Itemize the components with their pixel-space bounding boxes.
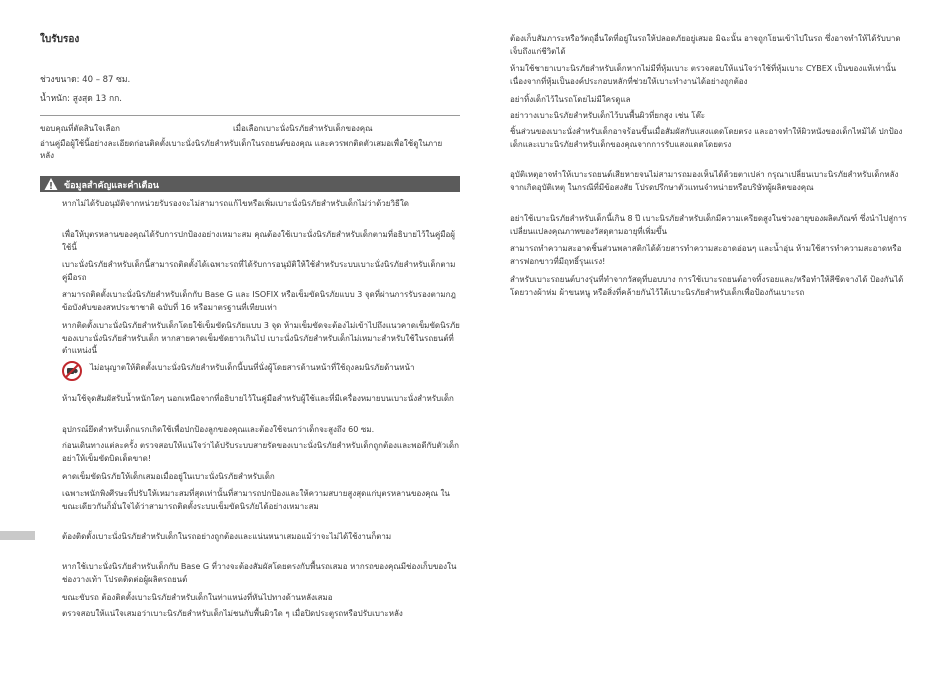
divider	[40, 115, 460, 116]
airbag-warning-text: ไม่อนุญาตให้ติดตั้งเบาะนั่งนิรภัยสำหรับเด็กนี้บนที่นั่งผู้โดยสารด้านหน้าที่ใช้ถุงลมนิรภัยด้านหน้า	[90, 363, 415, 372]
certification-title: ใบรับรอง	[40, 34, 80, 45]
warning-item: อย่าใช้เบาะนิรภัยสำหรับเด็กนี้เกิน 8 ปี เบาะนิรภัยสำหรับเด็กมีความเครียดสูงในช่วงอายุของผลิตภัณฑ์ ซึ่งนำไปสู่การเปลี่ยนแปลงคุณภาพของวัสดุตามอายุที่เพิ่มขึ้น	[510, 214, 907, 236]
warning-item: สำหรับเบาะรถยนต์บางรุ่นที่ทำจากวัสดุที่บอบบาง การใช้เบาะรถยนต์อาจทิ้งรอยและ/หรือทำให้สีซีดจางได้ ป้องกันได้โดยวางผ้าห่ม ผ้าขนหนู หรือสิ่งที่คล้ายกันไว้ใต้เบาะนิรภัยสำหรับเด็กเพื่อป้องกันเบาะรถ	[510, 275, 904, 297]
warning-item: ก่อนเดินทางแต่ละครั้ง ตรวจสอบให้แน่ใจว่าได้ปรับระบบสายรัดของเบาะนั่งนิรภัยสำหรับเด็กถูกต้องและพอดีกับตัวเด็ก อย่าให้เข็มขัดบิดเด็ดขาด!	[62, 441, 459, 463]
read-manual-text: อ่านคู่มือผู้ใช้นี้อย่างละเอียดก่อนติดตั้งเบาะนั่งนิรภัยสำหรับเด็กในรถยนต์ของคุณ และควรพกติดตัวเสมอเพื่อใช้ดูในภายหลัง	[40, 139, 443, 160]
warning-item: ตรวจสอบให้แน่ใจเสมอว่าเบาะนิรภัยสำหรับเด็กไม่ชนกับพื้นผิวใด ๆ เมื่อปิดประตูรถหรือปรับเบาะหลัง	[62, 609, 403, 618]
warning-item: เฉพาะพนักพิงศีรษะที่ปรับให้เหมาะสมที่สุดเท่านั้นที่สามารถปกป้องและให้ความสบายสูงสุดแก่บุตรหลานของคุณ ในขณะเดียวกันก็มั่นใจได้ว่าสามารถติดตั้งระบบเข็มขัดนิรภัยได้อย่างเหมาะสม	[62, 489, 450, 511]
warning-item: ต้องเก็บสัมภาระหรือวัตถุอื่นใดที่อยู่ในรถให้ปลอดภัยอยู่เสมอ มิฉะนั้น อาจถูกโยนเข้าไปในรถ ซึ่งอาจทำให้ได้รับบาดเจ็บถึงแก่ชีวิตได้	[510, 34, 901, 56]
warning-item: สามารถติดตั้งเบาะนั่งนิรภัยสำหรับเด็กกับ Base G และ ISOFIX หรือเข็มขัดนิรภัยแบบ 3 จุดที่ผ่านการรับรองตามกฎข้อบังคับของสหประชาชาติ ฉบับที่ 16 หรือมาตรฐานที่เทียบเท่า	[62, 290, 456, 312]
warning-item: หากติดตั้งเบาะนั่งนิรภัยสำหรับเด็กโดยใช้เข็มขัดนิรภัยแบบ 3 จุด ห้ามเข็มขัดจะต้องไม่เข้าไปถึงแนวคาดเข็มขัดนิรภัยของเบาะนั่งนิรภัยสำหรับเด็ก หากสายคาดเข็มขัดยาวเกินไป เบาะนั่งนิรภัยสำหรับเด็กไม่เหมาะสำหรับใช้ในรถยนต์ที่ตำแหน่งนี้	[62, 321, 460, 355]
side-tab	[0, 531, 35, 540]
warning-item: ขณะขับรถ ต้องติดตั้งเบาะนิรภัยสำหรับเด็กในท่าแหน่งที่หันไปทางด้านหลังเสมอ	[62, 593, 333, 602]
thanks-line	[40, 122, 460, 135]
no-airbag-icon	[62, 361, 82, 381]
warning-item: เบาะนั่งนิรภัยสำหรับเด็กนี้สามารถติดตั้งได้เฉพาะรถที่ได้รับการอนุมัติให้ใช้สำหรับระบบเบาะนั่งนิรภัยสำหรับเด็กตามคู่มือรถ	[62, 260, 456, 282]
warning-item: หากไม่ได้รับอนุมัติจากหน่วยรับรองจะไม่สามารถแก้ไขหรือเพิ่มเบาะนั่งนิรภัยสำหรับเด็กไม่ว่าด้วยวิธีใด	[62, 199, 409, 208]
thanks-text-b: เมื่อเลือกเบาะนั่งนิรภัยสำหรับเด็กของคุณ	[233, 124, 373, 133]
warning-header	[40, 176, 460, 192]
warning-item: อย่าวางเบาะนิรภัยสำหรับเด็กไว้บนพื้นผิวที่ยกสูง เช่น โต๊ะ	[510, 111, 706, 120]
warning-item: เพื่อให้บุตรหลานของคุณได้รับการปกป้องอย่างเหมาะสม คุณต้องใช้เบาะนั่งนิรภัยสำหรับเด็กตามที่อธิบายไว้ในคู่มือผู้ใช้นี้	[62, 230, 455, 252]
warning-item: อุปกรณ์ยึดสำหรับเด็กแรกเกิดใช้เพื่อปกป้องลูกของคุณและต้องใช้จนกว่าเด็กจะสูงถึง 60 ซม.	[62, 425, 375, 434]
warning-item: ชิ้นส่วนของเบาะนั่งสำหรับเด็กอาจร้อนขึ้นเมื่อสัมผัสกับแสงแดดโดยตรง และอาจทำให้ผิวหนังของเด็กไหม้ได้ ปกป้องเด็กและเบาะนิรภัยสำหรับเด็กของคุณจากการรับแสงแดดโดยตรง	[510, 127, 903, 149]
warning-item: คาดเข็มขัดนิรภัยให้เด็กเสมอเมื่ออยู่ในเบาะนั่งนิรภัยสำหรับเด็ก	[62, 472, 275, 481]
thanks-text-a: ขอบคุณที่ตัดสินใจเลือก	[40, 124, 121, 133]
warning-item: หากใช้เบาะนั่งนิรภัยสำหรับเด็กกับ Base G ที่วางจะต้องสัมผัสโดยตรงกับพื้นรถเสมอ หากรถของคุณมีช่องเก็บของในช่องวางเท้า โปรดติดต่อผู้ผลิตรถยนต์	[62, 562, 457, 584]
warning-triangle-icon	[44, 177, 58, 191]
warning-item: อย่าทิ้งเด็กไว้ในรถโดยไม่มีใครดูแล	[510, 95, 631, 104]
warning-item: ห้ามใช้ชายาเบาะนิรภัยสำหรับเด็กหากไม่มีที่หุ้มเบาะ ตรวจสอบให้แน่ใจว่าใช้ที่หุ้มเบาะ CYBEX เป็นของแท้เท่านั้น เนื่องจากที่หุ้มเป็นองค์ประกอบหลักที่ช่วยให้เบาะทำงานได้อย่างถูกต้อง	[510, 64, 897, 86]
warning-item: สามารถทำความสะอาดชิ้นส่วนพลาสติกได้ด้วยสารทำความสะอาดอ่อนๆ และน้ำอุ่น ห้ามใช้สารทำความสะอาดหรือสารฟอกขาวที่มีฤทธิ์รุนแรง!	[510, 244, 902, 266]
warning-item: ต้องติดตั้งเบาะนั่งนิรภัยสำหรับเด็กในรถอย่างถูกต้องและแน่นหนาเสมอแม้ว่าจะไม่ได้ใช้งานก็ตาม	[62, 532, 392, 541]
warning-title: ข้อมูลสำคัญและคำเตือน	[64, 181, 159, 191]
warning-item: อุบัติเหตุอาจทำให้เบาะรถยนต์เสียหายจนไม่สามารถมองเห็นได้ด้วยตาเปล่า กรุณาเปลี่ยนเบาะนิรภัยสำหรับเด็กหลังจากเกิดอุบัติเหตุ ในกรณีที่มีข้อสงสัย โปรดปรึกษาตัวแทนจำหน่ายหรือบริษัทผู้ผลิตของคุณ	[510, 170, 899, 192]
spec-size: ช่วงขนาด: 40 – 87 ซม.	[40, 75, 131, 85]
warning-item: ห้ามใช้จุดสัมผัสรับน้ำหนักใดๆ นอกเหนือจากที่อธิบายไว้ในคู่มือสำหรับผู้ใช้และที่มีเครื่องหมายบนเบาะนั่งสำหรับเด็ก	[62, 394, 454, 403]
spec-weight: น้ำหนัก: สูงสุด 13 กก.	[40, 94, 122, 104]
